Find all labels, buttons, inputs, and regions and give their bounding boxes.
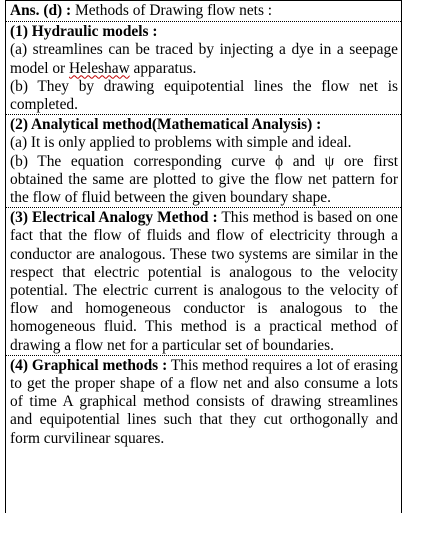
electrical-paragraph [10,209,398,355]
section-header [6,0,401,22]
analytical-point-b: (b) The equation corresponding curve ϕ and ψ ore first obtained the same are plotted to give the flow net pattern for the flow of fluid between the given boundary shape. [10,152,398,207]
analytical-heading: (2) Analytical method(Mathematical Analysis) : [10,116,322,134]
section-graphical-methods [6,356,401,450]
section-hydraulic-models [6,22,401,115]
hydraulic-point-b: (b) They by drawing equipotential lines the flow net is completed. [10,77,398,114]
spellcheck-word-heleshaw: Heleshaw [69,59,130,77]
answer-label: Ans. (d) : [10,2,72,19]
answer-heading [10,2,398,20]
graphical-body: This method requires a lot of erasing to get the proper shape of a flow net and also consume a lots of time A graphical method consists of drawing streamlines and equipotential lines such that they cut orthogonally and form curvilinear squares. [10,356,399,447]
hydraulic-a-text: (a) streamlines can be traced by injecting a dye in a seepage model or [10,41,398,77]
graphical-heading: (4) Graphical methods : [10,356,168,374]
analytical-point-a: (a) It is only applied to problems with simple and ideal. [10,134,352,152]
hydraulic-point-a [10,41,398,77]
section-electrical-analogy [6,208,401,356]
answer-document [5,0,402,513]
answer-title: Methods of Drawing flow nets : [71,2,273,19]
graphical-paragraph [10,357,398,448]
hydraulic-heading: (1) Hydraulic models : [10,23,158,41]
hydraulic-a-tail: apparatus. [129,59,197,77]
section-analytical-method [6,115,401,208]
electrical-body: This method is based on one fact that the flow of fluids and flow of electricity through a conductor are analogous. These two systems are similar in the respect that electric potential is analogous to the velocity potential. The electric current is analogous to the velocity of flow and homogeneous conductor is analogous to the homogeneous fluid. This method is a practical method of drawing a flow net for a particular set of boundaries. [10,209,398,354]
electrical-heading: (3) Electrical Analogy Method : [10,209,218,227]
